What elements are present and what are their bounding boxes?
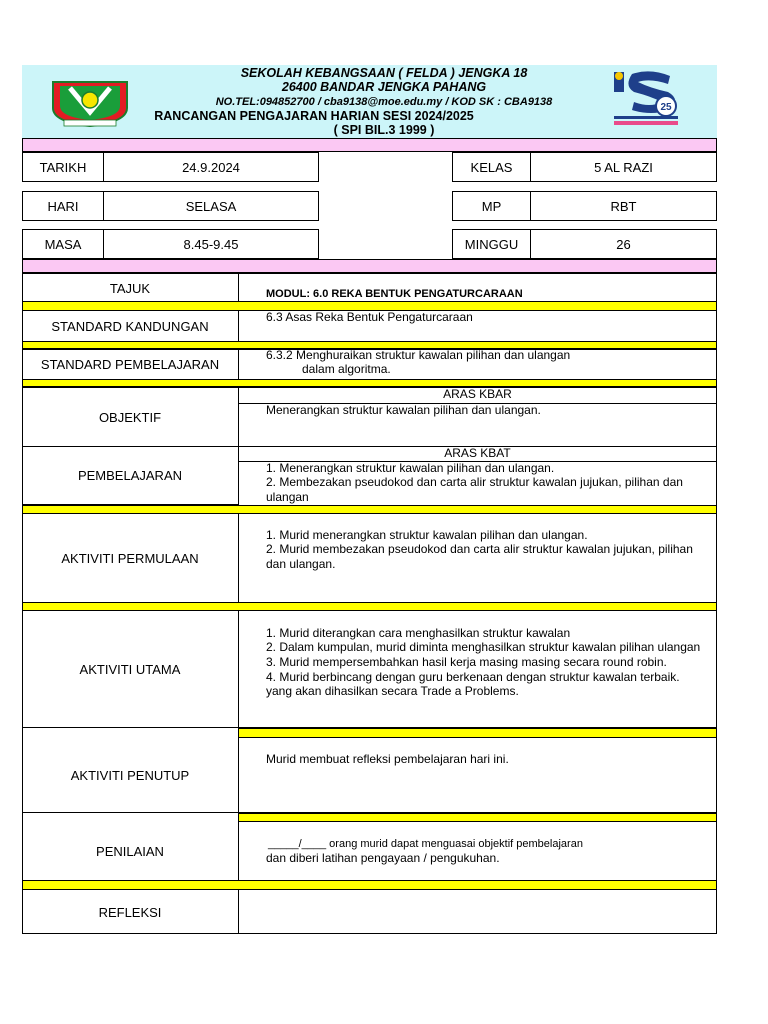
aras-kbat-label: ARAS KBAT bbox=[444, 446, 511, 460]
anniversary-logo bbox=[610, 70, 686, 128]
mp-label: MP bbox=[452, 191, 531, 221]
school-contact: NO.TEL:094852700 / cba9138@moe.edu.my / KOD SK : CBA9138 bbox=[215, 96, 553, 108]
kelas-label: KELAS bbox=[452, 152, 531, 182]
tajuk-label: TAJUK bbox=[109, 280, 151, 296]
plan-title: RANCANGAN PENGAJARAN HARIAN SESI 2024/2025 bbox=[154, 109, 474, 123]
divider-strip bbox=[238, 728, 717, 738]
minggu-label: MINGGU bbox=[452, 229, 531, 259]
aras-kbar-label: ARAS KBAR bbox=[443, 387, 512, 401]
masa-value: 8.45-9.45 bbox=[103, 229, 319, 259]
penilaian-line2: dan diberi latihan pengayaan / pengukuhan. bbox=[266, 851, 500, 865]
refleksi-label: REFLEKSI bbox=[98, 904, 162, 920]
penilaian-label: PENILAIAN bbox=[96, 843, 164, 859]
tarikh-label: TARIKH bbox=[22, 152, 104, 182]
mp-value: RBT bbox=[530, 191, 717, 221]
standard-kandungan-label: STANDARD KANDUNGAN bbox=[51, 318, 209, 334]
permulaan-line: 2. Murid membezakan pseudokod dan carta alir struktur kawalan jujukan, pilihan bbox=[266, 542, 693, 556]
permulaan-line: 1. Murid menerangkan struktur kawalan pilihan dan ulangan. bbox=[266, 528, 588, 542]
divider-strip bbox=[22, 505, 717, 514]
utama-line: 4. Murid berbincang dengan guru berkenaan dengan struktur kawalan terbaik. bbox=[266, 670, 680, 684]
divider-strip bbox=[22, 259, 717, 273]
spi-reference: ( SPI BIL.3 1999 ) bbox=[333, 123, 435, 137]
permulaan-line: dan ulangan. bbox=[266, 557, 336, 571]
standard-pembelajaran-line1: 6.3.2 Menghuraikan struktur kawalan pilihan dan ulangan bbox=[266, 348, 571, 362]
minggu-value: 26 bbox=[530, 229, 717, 259]
utama-line: 3. Murid mempersembahkan hasil kerja masing masing secara round robin. bbox=[266, 655, 667, 669]
standard-pembelajaran-line2: dalam algoritma. bbox=[302, 362, 391, 376]
pembelajaran-line: ulangan bbox=[266, 490, 309, 504]
penilaian-line1: _____/____ orang murid dapat menguasai objektif pembelajaran bbox=[268, 838, 583, 850]
hari-value: SELASA bbox=[103, 191, 319, 221]
pembelajaran-line: 1. Menerangkan struktur kawalan pilihan dan ulangan. bbox=[266, 461, 555, 475]
standard-pembelajaran-label: STANDARD PEMBELAJARAN bbox=[40, 356, 220, 372]
hari-label: HARI bbox=[22, 191, 104, 221]
kelas-value: 5 AL RAZI bbox=[530, 152, 717, 182]
pembelajaran-label: PEMBELAJARAN bbox=[77, 467, 183, 483]
school-name: SEKOLAH KEBANGSAAN ( FELDA ) JENGKA 18 bbox=[240, 66, 528, 80]
standard-kandungan-value: 6.3 Asas Reka Bentuk Pengaturcaraan bbox=[266, 310, 473, 324]
divider-strip bbox=[22, 602, 717, 611]
divider-strip bbox=[22, 880, 717, 890]
pembelajaran-line: 2. Membezakan pseudokod dan carta alir struktur kawalan jujukan, pilihan dan bbox=[266, 475, 683, 489]
objektif-label: OBJEKTIF bbox=[98, 409, 162, 425]
divider-strip bbox=[238, 813, 717, 822]
utama-line: 1. Murid diterangkan cara menghasilkan struktur kawalan bbox=[266, 626, 571, 640]
aktiviti-utama-label: AKTIVITI UTAMA bbox=[79, 661, 181, 677]
utama-line: 2. Dalam kumpulan, murid diminta menghasilkan struktur kawalan pilihan ulangan bbox=[266, 640, 701, 654]
objektif-value: Menerangkan struktur kawalan pilihan dan ulangan. bbox=[266, 403, 541, 417]
aktiviti-permulaan-label: AKTIVITI PERMULAAN bbox=[61, 550, 199, 566]
svg-text:25: 25 bbox=[660, 102, 672, 113]
aktiviti-penutup-label: AKTIVITI PENUTUP bbox=[70, 767, 190, 783]
masa-label: MASA bbox=[22, 229, 104, 259]
tajuk-value: MODUL: 6.0 REKA BENTUK PENGATURCARAAN bbox=[266, 288, 523, 300]
tarikh-value: 24.9.2024 bbox=[103, 152, 319, 182]
penutup-value: Murid membuat refleksi pembelajaran hari ini. bbox=[266, 752, 509, 766]
divider-strip bbox=[22, 138, 717, 152]
utama-line: yang akan dihasilkan secara Trade a Problems. bbox=[266, 684, 519, 698]
school-address: 26400 BANDAR JENGKA PAHANG bbox=[281, 80, 487, 94]
divider-strip bbox=[22, 379, 717, 387]
